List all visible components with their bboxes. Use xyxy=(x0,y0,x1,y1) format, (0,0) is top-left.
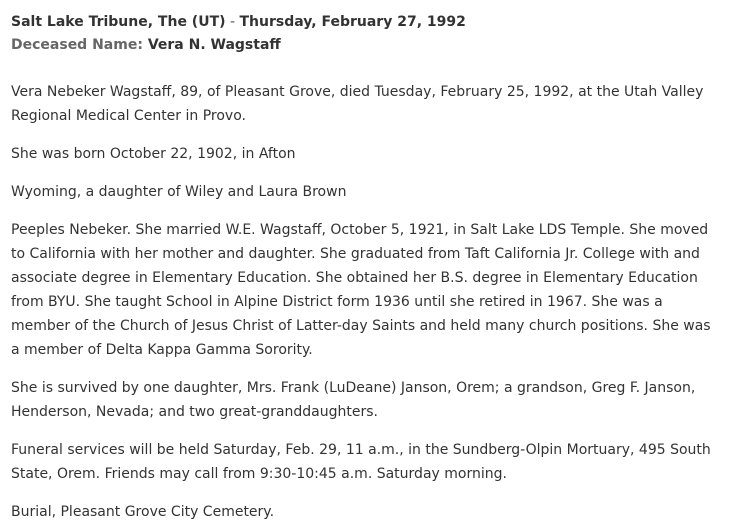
paragraph-survivors: She is survived by one daughter, Mrs. Frank (LuDeane) Janson, Orem; a grandson, Greg F. Janson, Henderson, Nevada; and two great-granddaughters. xyxy=(11,380,696,420)
deceased-name-line xyxy=(11,33,721,57)
obituary-body xyxy=(11,80,721,524)
paragraph-death-notice: Vera Nebeker Wagstaff, 89, of Pleasant Grove, died Tuesday, February 25, 1992, at the Utah Valley Regional Medical Center in Provo. xyxy=(11,84,704,124)
deceased-name: Vera N. Wagstaff xyxy=(147,37,281,53)
publication-header xyxy=(11,11,721,33)
paragraph-funeral: Funeral services will be held Saturday, Feb. 29, 11 a.m., in the Sundberg-Olpin Mortuary, 495 South State, Orem. Friends may call from 9:30-10:45 a.m. Saturday morning. xyxy=(11,442,711,482)
paragraph-burial: Burial, Pleasant Grove City Cemetery. xyxy=(11,504,275,520)
publication-name: Salt Lake Tribune, The (UT) xyxy=(11,14,226,30)
deceased-label: Deceased Name: xyxy=(11,37,143,53)
header-separator: - xyxy=(225,14,240,30)
paragraph-life: Peeples Nebeker. She married W.E. Wagstaff, October 5, 1921, in Salt Lake LDS Temple. She moved to California with her mother and daughter. She graduated from Taft California Jr. College with and associate degree in Elementary Education. She obtained her B.S. degree in Elementary Education from BYU. She taught School in Alpine District form 1936 until she retired in 1967. She was a member of the Church of Jesus Christ of Latter-day Saints and held many church positions. She was a member of Delta Kappa Gamma Sorority. xyxy=(11,222,711,358)
paragraph-birth: She was born October 22, 1902, in Afton xyxy=(11,146,296,162)
publication-date: Thursday, February 27, 1992 xyxy=(239,14,466,30)
paragraph-parents: Wyoming, a daughter of Wiley and Laura Brown xyxy=(11,184,347,200)
